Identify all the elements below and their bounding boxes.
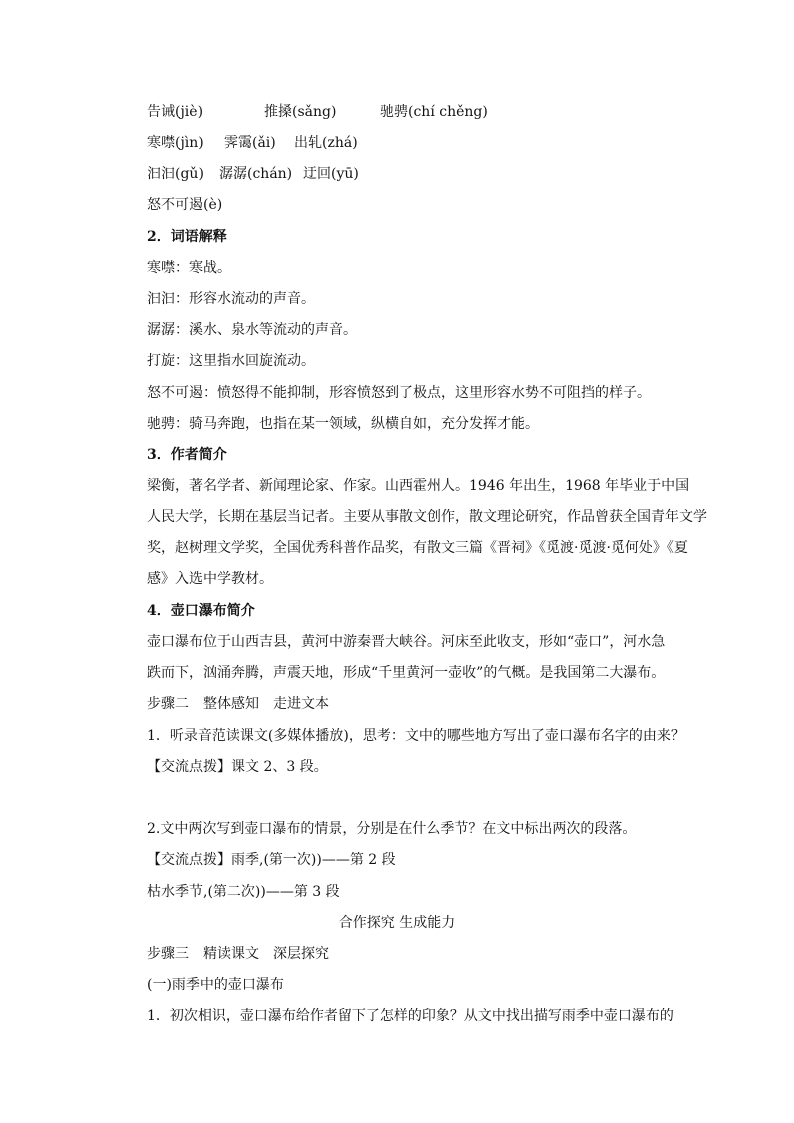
pinyin-item: 出轧(zhá)	[294, 135, 358, 151]
vocab-item: 潺潺：溪水、泉水等流动的声音。	[147, 322, 357, 338]
vocab-item: 怒不可遏：愤怒得不能抑制，形容愤怒到了极点，这里形容水势不可阻挡的样子。	[147, 385, 651, 401]
author-line: 梁衡，著名学者、新闻理论家、作家。山西霍州人。1946 年出生，1968 年毕业于中国	[147, 478, 690, 494]
author-heading: 3．作者简介	[147, 447, 227, 463]
author-line: 感》入选中学教材。	[147, 571, 273, 587]
pinyin-item: 汩汩(gǔ)	[147, 166, 204, 182]
pinyin-item: 推搡(sǎng)	[264, 104, 337, 120]
author-line: 奖，赵树理文学奖，全国优秀科普作品奖，有散文三篇《晋祠》《觅渡·觅渡·觅何处》《夏	[147, 540, 688, 556]
vocab-item: 汩汩：形容水流动的声音。	[147, 291, 315, 307]
step2-answer-2b: 枯水季节,(第二次))——第 3 段	[147, 884, 340, 900]
vocab-item: 驰骋：骑马奔跑，也指在某一领域，纵横自如，充分发挥才能。	[147, 416, 539, 432]
pinyin-item: 驰骋(chí chěng)	[380, 104, 488, 120]
section-title: 合作探究 生成能力	[338, 915, 456, 931]
step2-title: 步骤二 整体感知 走进文本	[147, 696, 329, 712]
pinyin-row-1	[147, 102, 488, 122]
vocab-item: 寒噤：寒战。	[147, 260, 231, 276]
waterfall-line: 壶口瀑布位于山西吉县，黄河中游秦晋大峡谷。河床至此收支，形如“壶口”，河水急	[147, 634, 666, 650]
step2-question-2: 2.文中两次写到壶口瀑布的情景，分别是在什么季节？在文中标出两次的段落。	[147, 821, 637, 837]
step2-answer-2a: 【交流点拨】雨季,(第一次))——第 2 段	[147, 852, 396, 868]
step2-question-1: 1．听录音范读课文(多媒体播放)，思考：文中的哪些地方写出了壶口瀑布名字的由来？	[147, 728, 685, 744]
vocab-item: 打旋：这里指水回旋流动。	[147, 353, 315, 369]
step2-answer-1: 【交流点拨】课文 2、3 段。	[147, 759, 328, 775]
pinyin-item: 迂回(yū)	[303, 166, 359, 182]
waterfall-line: 跌而下，汹涌奔腾，声震天地，形成“千里黄河一壶收”的气概。是我国第二大瀑布。	[147, 665, 666, 681]
step3-question-1: 1．初次相识，壶口瀑布给作者留下了怎样的印象？从文中找出描写雨季中壶口瀑布的	[147, 1008, 674, 1024]
waterfall-heading: 4．壶口瀑布简介	[147, 603, 255, 619]
pinyin-row-4: 怒不可遏(è)	[147, 197, 223, 213]
pinyin-row-3	[147, 164, 359, 184]
pinyin-item: 告诫(jiè)	[147, 104, 204, 120]
pinyin-row-2	[147, 133, 358, 153]
pinyin-item: 寒噤(jìn)	[147, 135, 204, 151]
pinyin-item: 霁霭(ǎi)	[224, 135, 276, 151]
author-line: 人民大学，长期在基层当记者。主要从事散文创作，散文理论研究，作品曾获全国青年文学	[147, 509, 707, 525]
pinyin-item: 潺潺(chán)	[219, 166, 293, 182]
step3-subtitle: (一)雨季中的壶口瀑布	[147, 977, 284, 993]
step3-title: 步骤三 精读课文 深层探究	[147, 946, 329, 962]
vocab-heading: 2．词语解释	[147, 229, 227, 245]
